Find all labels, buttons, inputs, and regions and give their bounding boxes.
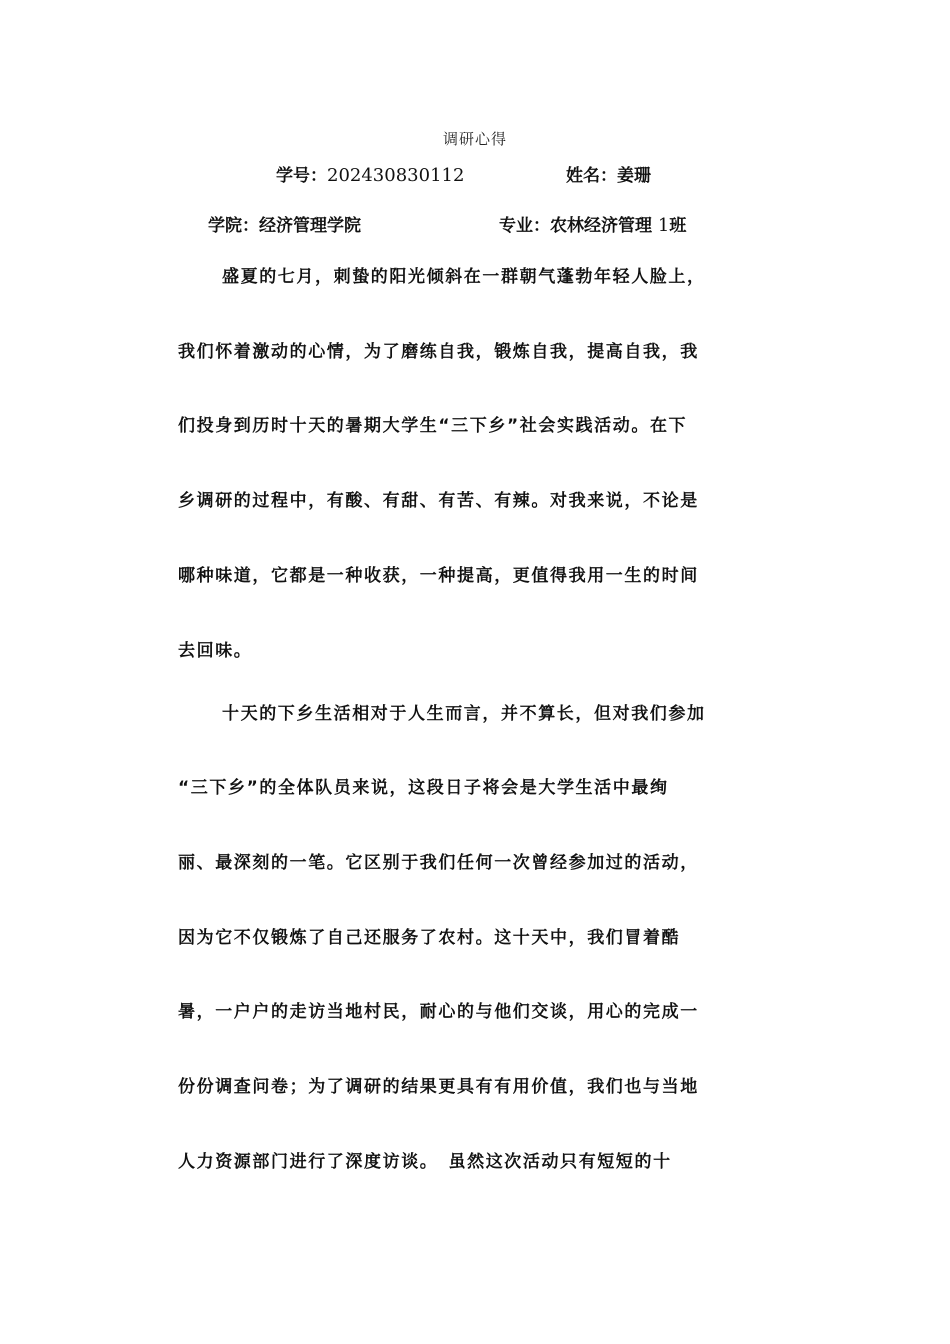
student-id (276, 165, 464, 187)
class-suffix: 班 (669, 216, 687, 236)
body-line: 们投身到历时十天的暑期大学生“三下乡”社会实践活动。在下 (178, 416, 688, 436)
college-label: 学院： (208, 216, 259, 236)
body-line: 哪种味道，它都是一种收获，一种提高，更值得我用一生的时间 (178, 566, 699, 586)
name-value: 姜珊 (617, 166, 651, 186)
body-line: 乡调研的过程中，有酸、有甜、有苦、有辣。对我来说，不论是 (178, 491, 699, 511)
body-line: 丽、最深刻的一笔。它区别于我们任何一次曾经参加过的活动， (178, 853, 699, 873)
major-label: 专业： (499, 216, 550, 236)
body-line: 盛夏的七月，刺蛰的阳光倾斜在一群朝气蓬勃年轻人脸上， (222, 267, 706, 287)
major (499, 215, 686, 237)
body-line: 暑，一户户的走访当地村民，耐心的与他们交谈，用心的完成一 (178, 1002, 699, 1022)
student-name (566, 165, 651, 187)
body-line: 十天的下乡生活相对于人生而言，并不算长，但对我们参加 (222, 704, 706, 724)
body-line: 份份调查问卷；为了调研的结果更具有有用价值，我们也与当地 (178, 1077, 699, 1097)
student-id-value: 202430830112 (327, 165, 465, 186)
body-line: 我们怀着激动的心情，为了磨练自我，锻炼自我，提高自我，我 (178, 342, 699, 362)
body-line: 去回味。 (178, 641, 253, 661)
major-value: 农林经济管理 (550, 216, 652, 236)
college-value: 经济管理学院 (259, 216, 361, 236)
body-line: 因为它不仅锻炼了自己还服务了农村。这十天中，我们冒着酷 (178, 928, 681, 948)
page-title: 调研心得 (442, 130, 507, 148)
body-line: “三下乡”的全体队员来说，这段日子将会是大学生活中最绚 (178, 778, 669, 798)
name-label: 姓名： (566, 166, 617, 186)
class-number: 1 (657, 215, 670, 236)
student-id-label: 学号： (276, 166, 327, 186)
body-line: 人力资源部门进行了深度访谈。 虽然这次活动只有短短的十 (178, 1152, 672, 1172)
college (208, 215, 361, 237)
